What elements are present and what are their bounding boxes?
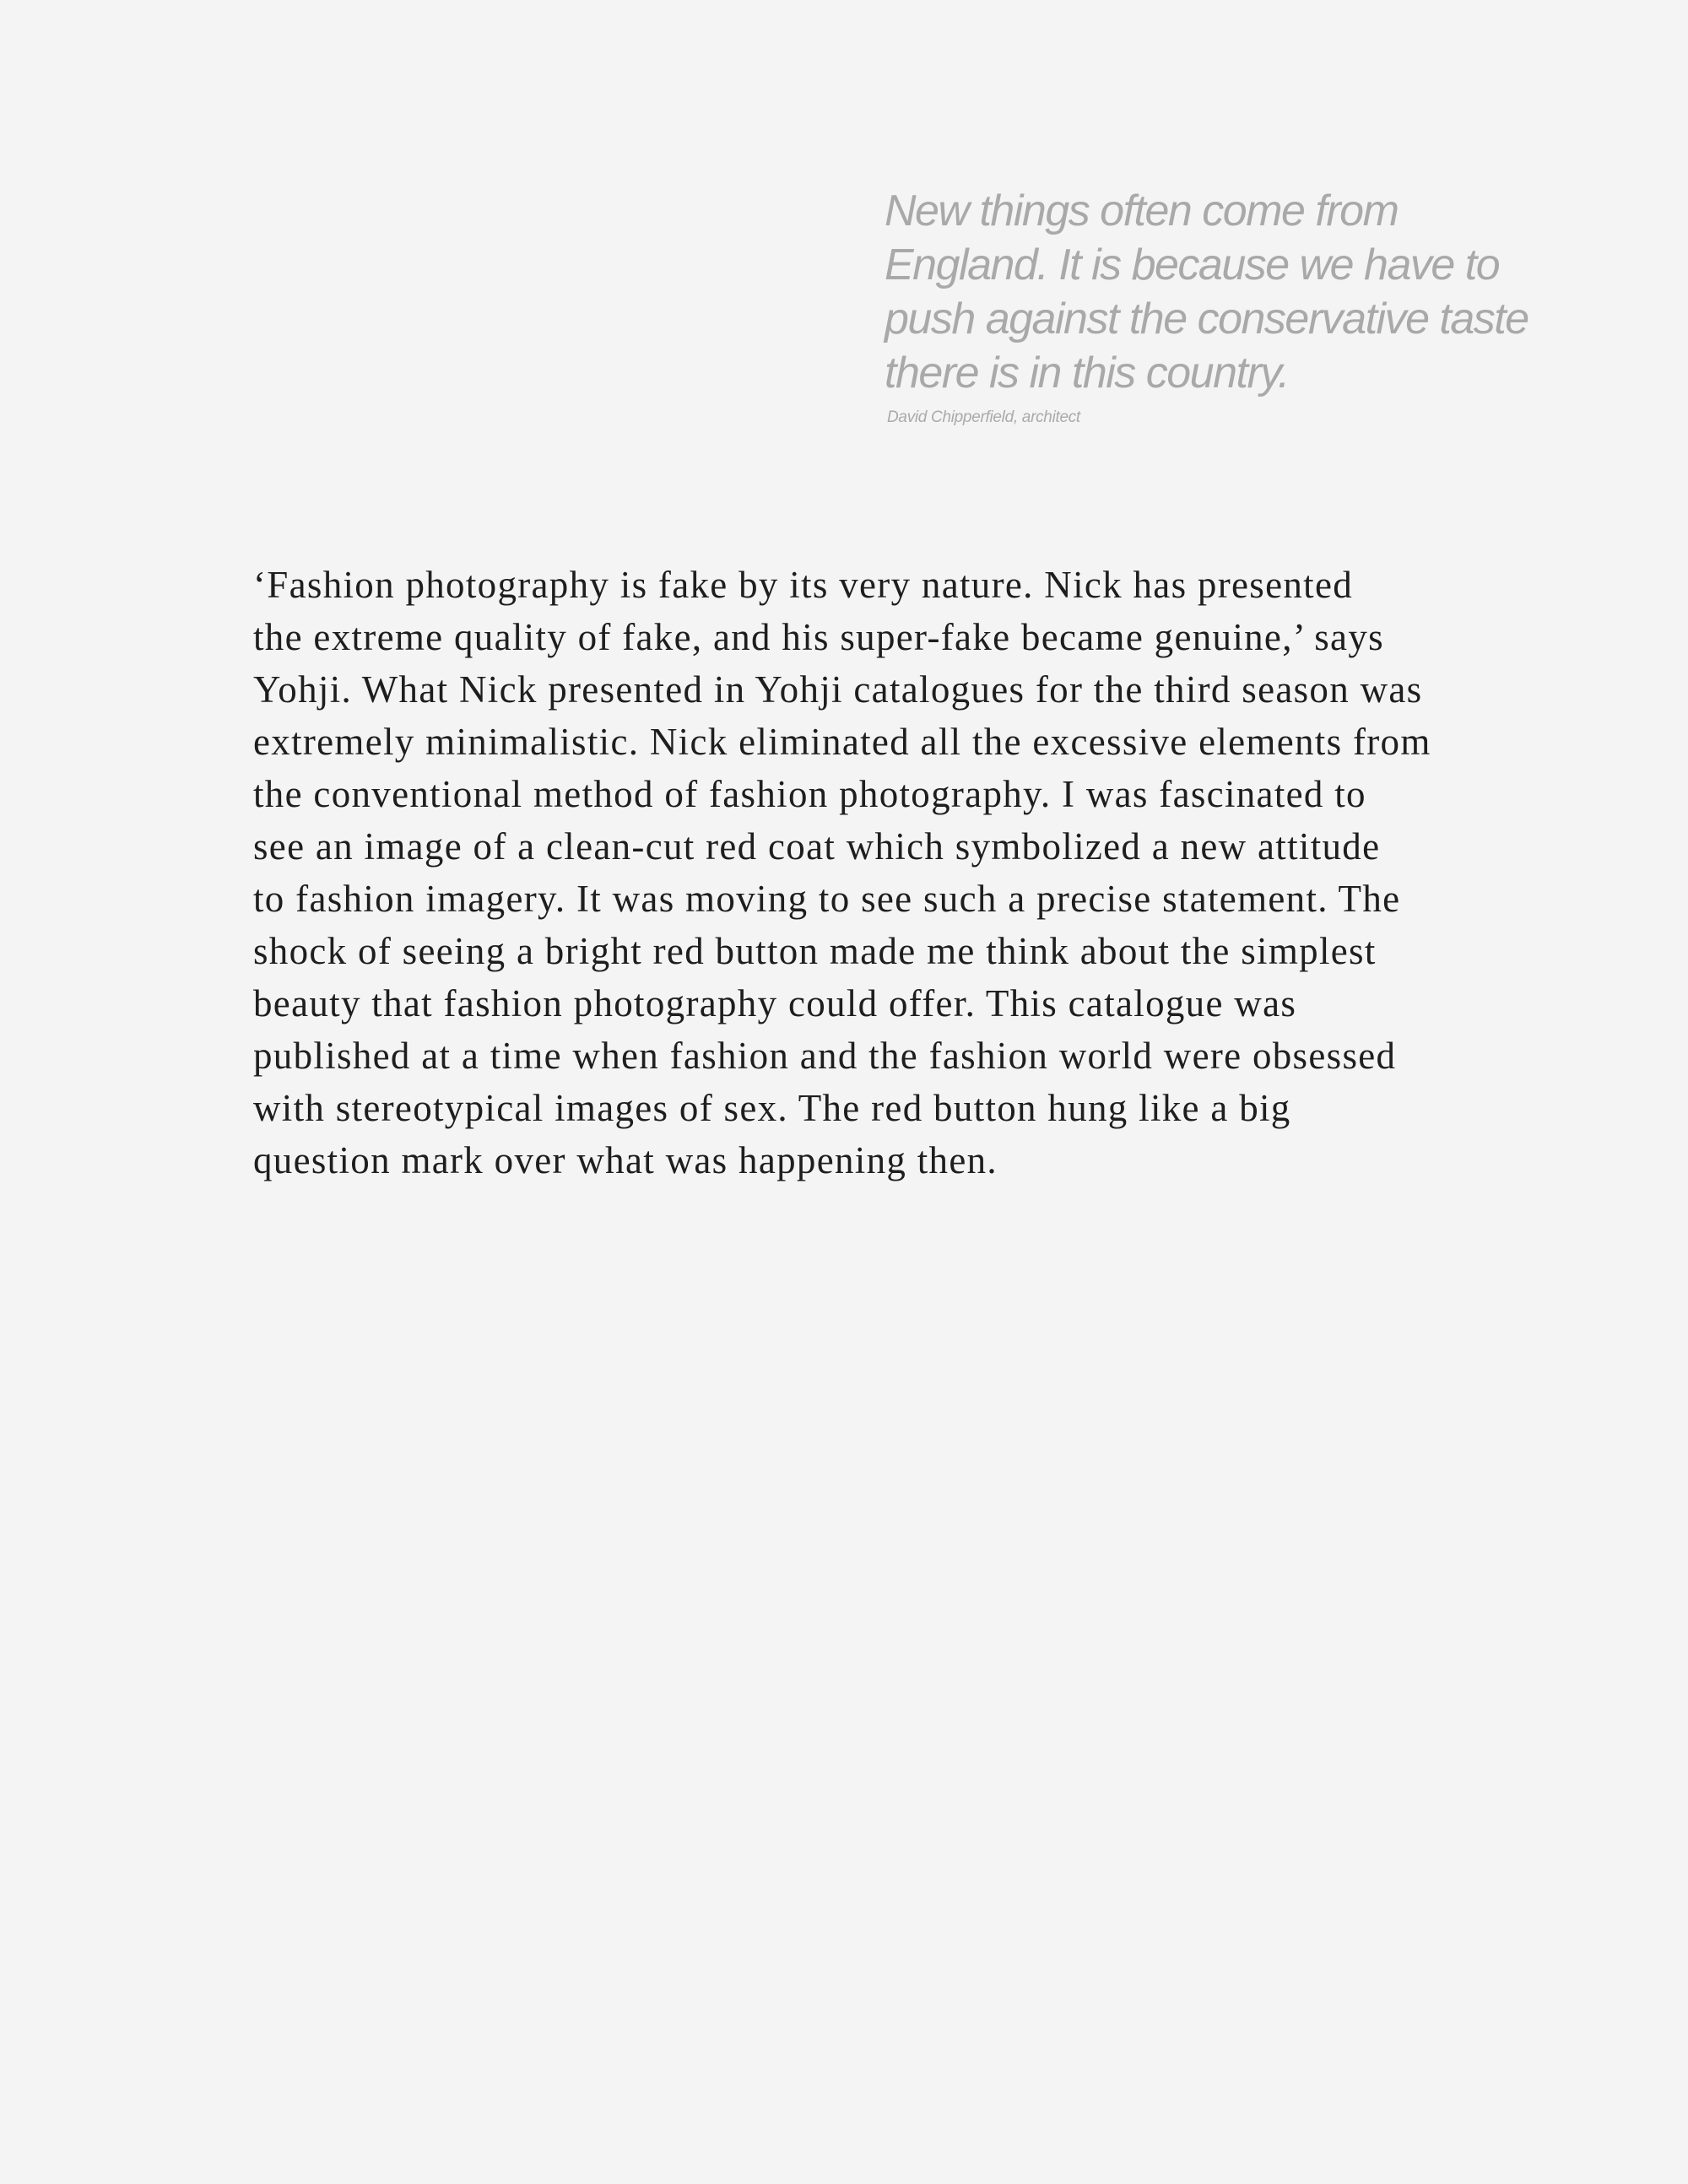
body-line: question mark over what was happening then. [253, 1139, 998, 1181]
body-line: the conventional method of fashion photography. I was fascinated to [253, 773, 1366, 815]
body-line: to fashion imagery. It was moving to see such a precise statement. The [253, 878, 1401, 920]
body-line: the extreme quality of fake, and his super-fake became genuine,’ says [253, 616, 1384, 658]
pull-quote-attribution: David Chipperfield, architect [887, 408, 1080, 426]
pull-quote-line: England. It is because we have to [885, 241, 1500, 289]
body-line: beauty that fashion photography could offer. This catalogue was [253, 982, 1297, 1024]
body-line: shock of seeing a bright red button made me think about the simplest [253, 930, 1377, 972]
body-line: published at a time when fashion and the fashion world were obsessed [253, 1035, 1397, 1077]
pull-quote [885, 184, 1560, 400]
body-line: extremely minimalistic. Nick eliminated all the excessive elements from [253, 721, 1431, 763]
pull-quote-line: there is in this country. [885, 349, 1289, 397]
body-paragraph [253, 559, 1570, 1187]
pull-quote-line: New things often come from [885, 187, 1399, 235]
body-line: with stereotypical images of sex. The red button hung like a big [253, 1087, 1291, 1129]
body-line: Yohji. What Nick presented in Yohji catalogues for the third season was [253, 668, 1423, 711]
body-line: see an image of a clean-cut red coat which symbolized a new attitude [253, 825, 1381, 868]
body-line: ‘Fashion photography is fake by its very nature. Nick has presented [253, 564, 1354, 606]
pull-quote-line: push against the conservative taste [885, 295, 1528, 343]
